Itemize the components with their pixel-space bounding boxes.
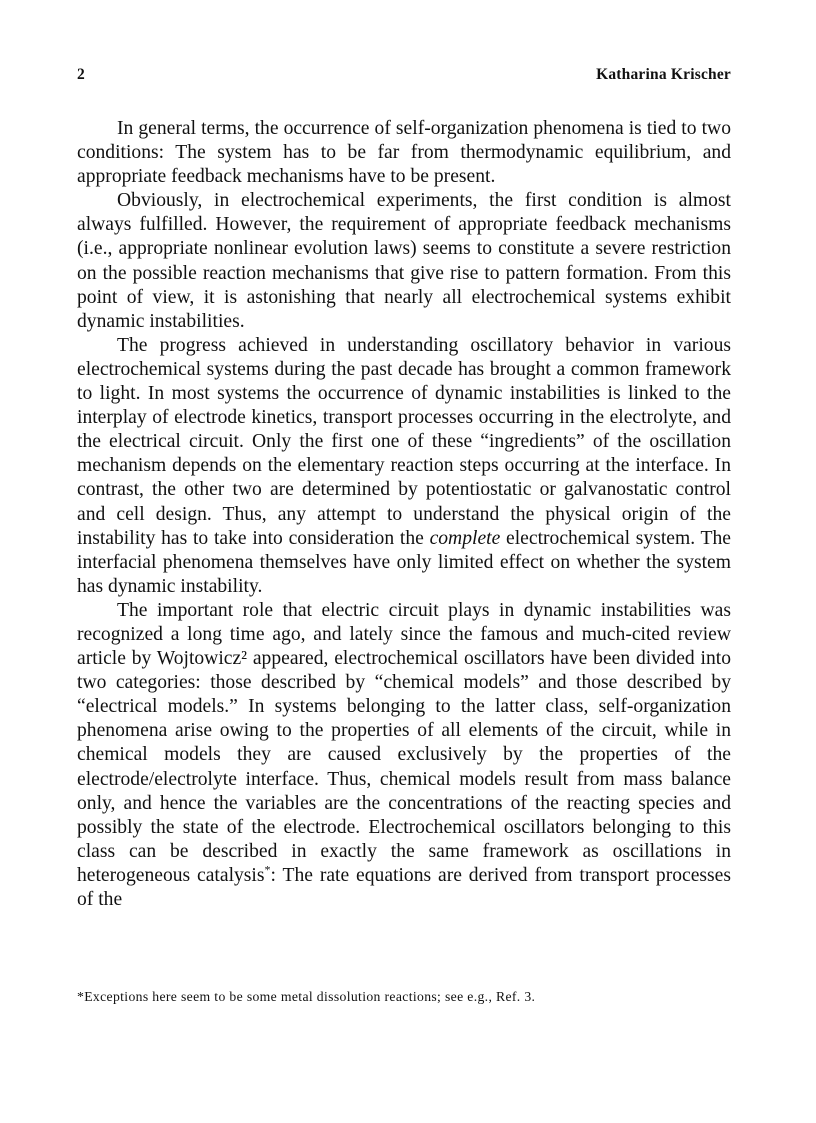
paragraph-text: The important role that electric circuit plays in dynamic instabilities was recognized a long time ago, and lately since the famous and much-cited review article by Wojtowicz² appeared, electrochemical oscillators have been divided into two categories: those described by “chemical models” and those described by “electrical models.” In systems belonging to the latter class, self-organization phenomena arise owing to the properties of all elements of the circuit, while in chemical models they are caused exclusively by the properties of the electrode/electrolyte interface. Thus, chemical models result from mass balance only, and hence the variables are the concentrations of the reacting species and possibly the state of the electrode. Electrochemical oscillators belonging to this class can be described in exactly the same framework as oscillations in heterogeneous catalysis: [77, 599, 731, 886]
paragraph-text: Obviously, in electrochemical experiments, the first condition is almost always fulfilled. However, the requirement of appropriate feedback mechanisms (i.e., appropriate nonlinear evolution laws) seems to constitute a severe restriction on the possible reaction mechanisms that give rise to pattern formation. From this point of view, it is astonishing that nearly all electrochemical systems exhibit dynamic instabilities.: [77, 190, 731, 332]
body-text: [77, 117, 731, 912]
paragraph-text: electrochemical system. The interfacial phenomena themselves have only limited effect on whether the system has dynamic instability.: [77, 527, 731, 597]
paragraph-4: [77, 599, 731, 912]
paragraph-text: In general terms, the occurrence of self-organization phenomena is tied to two conditions: The system has to be far from thermodynamic equilibrium, and appropriate feedback mechanisms have to be present.: [77, 118, 731, 188]
paragraph-text: : The rate equations are derived from transport processes of the: [77, 864, 732, 910]
page-number: 2: [77, 66, 85, 83]
paragraph-text: The progress achieved in understanding oscillatory behavior in various electrochemical systems during the past decade has brought a common framework to light. In most systems the occurrence of dynamic instabilities is linked to the interplay of electrode kinetics, transport processes occurring in the electrolyte, and the electrical circuit. Only the first one of these “ingredients” of the oscillation mechanism depends on the elementary reaction steps occurring at the interface. In contrast, the other two are determined by potentiostatic or galvanostatic control and cell design. Thus, any attempt to understand the physical origin of the instability has to take into consideration the: [77, 334, 731, 549]
paragraph-3: [77, 334, 731, 599]
footnote-marker: *: [264, 862, 271, 877]
document-page: [77, 0, 731, 1123]
paragraph-2: [77, 189, 731, 334]
running-head-author: Katharina Krischer: [596, 66, 731, 83]
paragraph-1: [77, 117, 731, 189]
emphasis-complete: complete: [429, 527, 501, 549]
footnote: *Exceptions here seem to be some metal dissolution reactions; see e.g., Ref. 3.: [77, 989, 536, 1004]
running-head: [77, 66, 731, 88]
